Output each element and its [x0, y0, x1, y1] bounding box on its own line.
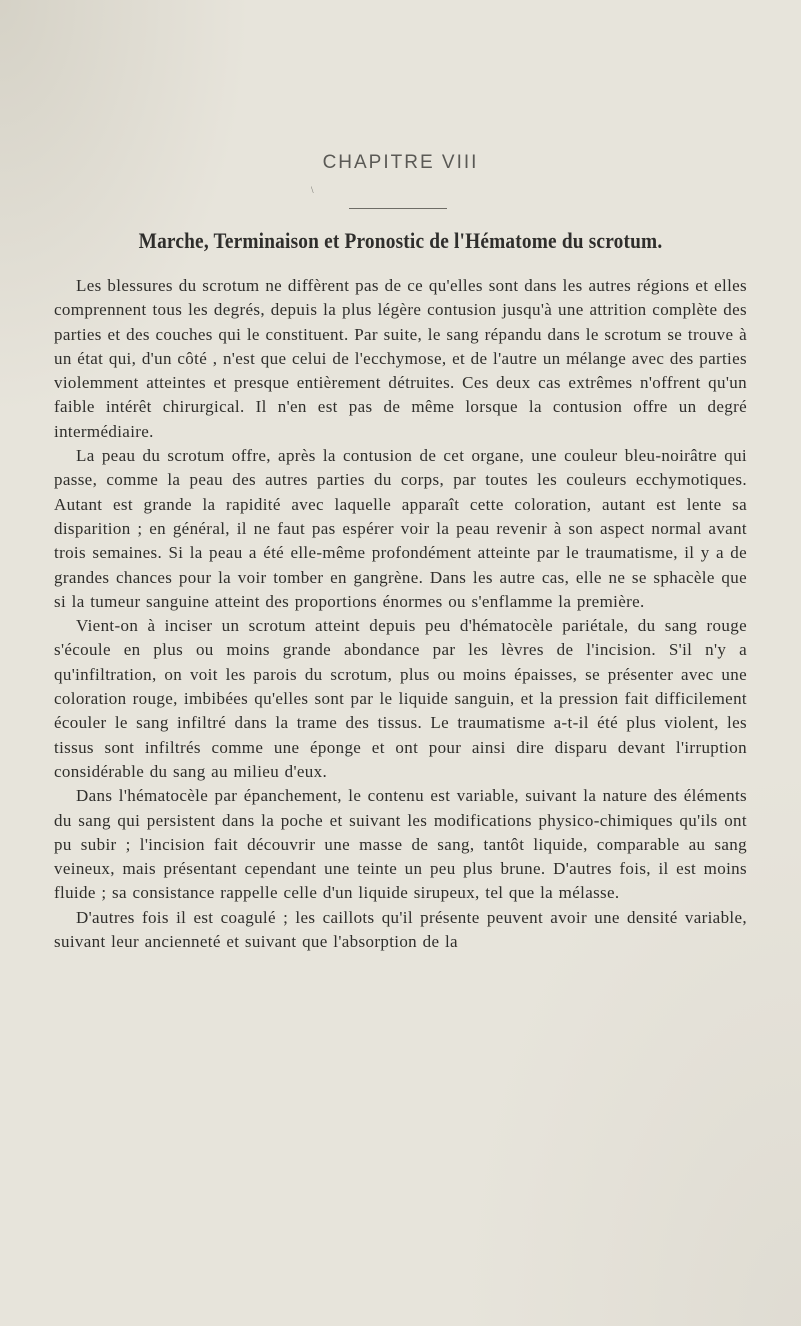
- heading-mark: \: [311, 185, 314, 195]
- paragraph-5: D'autres fois il est coagulé ; les caillots qu'il présente peuvent avoir une densité variable, suivant leur ancienneté et suivant que l'absorption de la: [54, 907, 747, 952]
- chapter-number: CHAPITRE VIII: [322, 152, 479, 173]
- heading-divider: [349, 208, 447, 209]
- paragraph-3: Vient-on à inciser un scrotum atteint depuis peu d'hématocèle pariétale, du sang rouge s'écoule en plus ou moins grande abondance par les lèvres de l'incision. S'il n'y a qu'infiltration, on voit les parois du scrotum, plus ou moins épaisses, se présenter avec une coloration rouge, imbibées qu'elles sont par le liquide sanguin, et la pression fait difficilement écouler le sang infiltré dans la trame des tissus. Le traumatisme a-t-il été plus violent, les tissus sont infiltrés comme une éponge et ont pour ainsi dire disparu devant l'irruption considérable du sang au milieu d'eux.: [54, 616, 747, 781]
- paragraph-1: Les blessures du scrotum ne diffèrent pas de ce qu'elles sont dans les autres régions et elles comprennent tous les degrés, depuis la plus légère contusion jusqu'à une attrition complète des parties et des couches qui le constituent. Par suite, le sang répandu dans le scrotum se trouve à un état qui, d'un côté , n'est que celui de l'ecchymose, et de l'autre un mélange avec des parties violemment atteintes et presque entièrement détruites. Ces deux cas extrêmes n'offrent qu'un faible intérêt chirurgical. Il n'en est pas de même lorsque la contusion offre un degré intermédiaire.: [54, 276, 747, 441]
- paragraph-2: La peau du scrotum offre, après la contusion de cet organe, une couleur bleu-noirâtre qui passe, comme la peau des autres parties du corps, par toutes les couleurs ecchymotiques. Autant est grande la rapidité avec laquelle apparaît cette coloration, autant est lente sa disparition ; en général, il ne faut pas espérer voir la peau revenir à son aspect normal avant trois semaines. Si la peau a été elle-même profondément atteinte par le traumatisme, il y a de grandes chances pour la voir tomber en gangrène. Dans les autre cas, elle ne se sphacèle que si la tumeur sanguine atteint des proportions énormes ou s'enflamme la première.: [54, 446, 747, 611]
- chapter-title: Marche, Terminaison et Pronostic de l'Hématome du scrotum.: [138, 228, 663, 253]
- body-text: [54, 274, 747, 954]
- paragraph-4: Dans l'hématocèle par épanchement, le contenu est variable, suivant la nature des éléments du sang qui persistent dans la poche et suivant les modifications physico-chimiques qu'ils ont pu subir ; l'incision fait découvrir une masse de sang, tantôt liquide, comparable au sang veineux, mais présentant cependant une teinte un peu plus brune. D'autres fois, il est moins fluide ; sa consistance rappelle celle d'un liquide sirupeux, tel que la mélasse.: [54, 786, 747, 903]
